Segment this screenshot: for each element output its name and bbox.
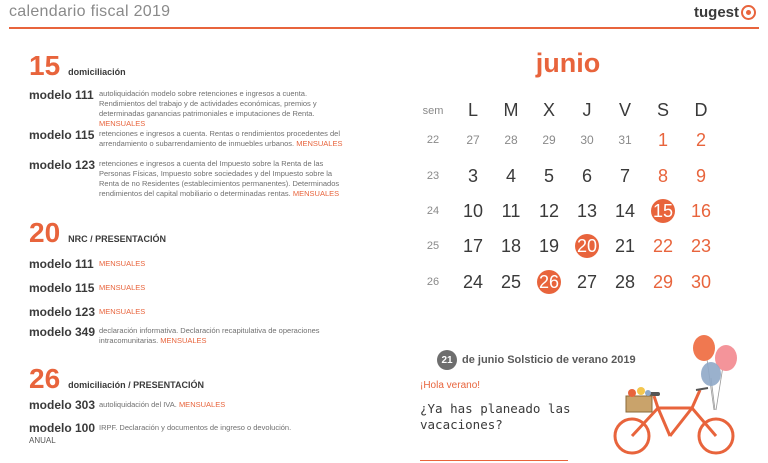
- week-number: 25: [426, 240, 440, 252]
- model-description: [99, 159, 339, 199]
- week-column-header: sem: [422, 105, 444, 117]
- bike-seat-post-icon: [654, 396, 658, 408]
- day-26-heading: [29, 363, 204, 395]
- flower-icon: [628, 389, 636, 397]
- week-number: 24: [426, 205, 440, 217]
- bike-fork-icon: [692, 390, 700, 408]
- calendar-day[interactable]: 17: [462, 236, 484, 256]
- tugest-logo[interactable]: [694, 4, 756, 21]
- periodicity-tag: MENSUALES: [99, 259, 146, 268]
- calendar-day[interactable]: 30: [580, 133, 594, 147]
- day-15-heading: [29, 50, 126, 82]
- calendar-day[interactable]: 28: [614, 272, 636, 292]
- week-number: 26: [426, 276, 440, 288]
- description-line: Renta de no Residentes (establecimientos permanentes). Determinados: [99, 179, 340, 188]
- summer-greeting: ¡Hola verano!: [420, 380, 481, 391]
- calendar-day[interactable]: 28: [504, 133, 518, 147]
- calendar-day[interactable]: 16: [690, 201, 712, 221]
- week-number: 22: [426, 134, 440, 146]
- description-text: rendimientos del capital mobiliario o determinadas rentas.: [99, 189, 291, 198]
- description-line: [99, 189, 339, 199]
- header-title: calendario fiscal 2019: [9, 3, 171, 20]
- bike-frame-icon: [658, 408, 670, 436]
- calendar-day[interactable]: 29: [652, 272, 674, 292]
- week-number: 23: [426, 170, 440, 182]
- logo-text: tugest: [694, 4, 739, 21]
- header-divider: [9, 27, 759, 29]
- description-line: declaración informativa. Declaración recapitulativa de operaciones: [99, 326, 320, 335]
- calendar-day[interactable]: 2: [695, 130, 706, 150]
- periodicity-tag: MENSUALES: [99, 307, 146, 316]
- vacation-question: ¿Ya has planeado las vacaciones?: [420, 401, 571, 432]
- calendar-day[interactable]: 15: [646, 198, 680, 224]
- day-number: 26: [29, 363, 61, 394]
- balloon-orange-icon: [693, 335, 715, 361]
- periodicity-tag: MENSUALES: [99, 283, 146, 292]
- model-name: modelo 123: [29, 305, 96, 319]
- day-label: NRC / PRESENTACIÓN: [68, 234, 166, 244]
- calendar-day[interactable]: 6: [581, 166, 592, 186]
- description-text: arrendamiento o subarrendamiento de inmuebles urbanos.: [99, 139, 295, 148]
- model-description: IRPF. Declaración y documentos de ingreso o devolución.: [99, 423, 292, 432]
- calendar-day[interactable]: 13: [576, 201, 598, 221]
- weekday-header: X: [542, 100, 555, 120]
- calendar-day[interactable]: 20: [570, 233, 604, 259]
- calendar-day[interactable]: 3: [467, 166, 478, 186]
- day-20-heading: [29, 217, 166, 249]
- calendar-day[interactable]: 9: [695, 166, 706, 186]
- periodicity-sub: ANUAL: [29, 436, 56, 445]
- model-description: [99, 326, 320, 346]
- description-line: autoliquidación modelo sobre retenciones e ingresos a cuenta.: [99, 89, 308, 98]
- calendar-day[interactable]: 22: [652, 236, 674, 256]
- calendar-day[interactable]: 30: [690, 272, 712, 292]
- periodicity-tag: MENSUALES: [160, 336, 207, 345]
- bike-handlebar-icon: [696, 388, 708, 390]
- description-line: [99, 336, 320, 346]
- calendar-day[interactable]: 14: [614, 201, 636, 221]
- day-number: 20: [29, 217, 61, 248]
- model-name: modelo 100: [29, 421, 96, 435]
- calendar-day[interactable]: 12: [538, 201, 560, 221]
- model-description: [99, 89, 317, 129]
- description-text: intracomunitarias.: [99, 336, 159, 345]
- balloon-blue-icon: [701, 362, 721, 386]
- calendar-day[interactable]: 5: [543, 166, 554, 186]
- model-name: modelo 349: [29, 325, 96, 339]
- model-name: modelo 123: [29, 158, 96, 172]
- calendar-day[interactable]: 18: [500, 236, 522, 256]
- day-label: domiciliación: [68, 67, 126, 77]
- model-name: modelo 115: [29, 281, 95, 295]
- weekday-header: J: [582, 100, 592, 120]
- calendar-day[interactable]: 29: [542, 133, 556, 147]
- solstice-text: de junio Solsticio de verano 2019: [462, 354, 636, 366]
- weekday-header: S: [656, 100, 669, 120]
- description-line: [99, 139, 342, 149]
- calendar-day[interactable]: 24: [462, 272, 484, 292]
- calendar-day[interactable]: 1: [657, 130, 668, 150]
- weekday-header: M: [503, 100, 519, 120]
- day-number: 15: [29, 50, 61, 81]
- logo-mark-icon: [741, 5, 756, 20]
- description-line: retenciones e ingresos a cuenta del Impuesto sobre la Renta de las: [99, 159, 324, 168]
- description-line: determinadas ganancias patrimoniales e imputaciones de Renta.: [99, 109, 315, 118]
- description-line: Personas Físicas, Impuesto sobre sociedades y del Impuesto sobre la: [99, 169, 333, 178]
- calendar-day[interactable]: 26: [532, 269, 566, 295]
- periodicity-tag: MENSUALES: [178, 400, 226, 409]
- description-text: autoliquidación del IVA.: [99, 400, 177, 409]
- calendar-day[interactable]: 19: [538, 236, 560, 256]
- calendar-month-title: junio: [535, 48, 601, 78]
- calendar-day[interactable]: 31: [618, 133, 632, 147]
- calendar-day[interactable]: 23: [690, 236, 712, 256]
- model-description: [99, 129, 342, 149]
- bike-frame-icon: [670, 408, 692, 436]
- bottom-divider: [420, 460, 568, 461]
- calendar-day[interactable]: 21: [614, 236, 636, 256]
- description-line: Rendimientos del trabajo y de actividades económicas, premios y: [99, 99, 317, 108]
- calendar-day[interactable]: 10: [462, 201, 484, 221]
- flower-icon: [645, 390, 651, 396]
- periodicity-tag: MENSUALES: [292, 189, 340, 198]
- weekday-header: V: [618, 100, 631, 120]
- periodicity-tag: MENSUALES: [99, 119, 146, 128]
- bike-basket-icon: [626, 396, 652, 412]
- day-label: domiciliación / PRESENTACIÓN: [68, 380, 205, 390]
- calendar-day[interactable]: 27: [576, 272, 598, 292]
- weekday-header: D: [694, 100, 708, 120]
- weekday-header: L: [467, 100, 478, 120]
- calendar-day[interactable]: 7: [619, 166, 630, 186]
- model-name: modelo 303: [29, 398, 96, 412]
- calendar-day[interactable]: 25: [500, 272, 522, 292]
- calendar-day[interactable]: 27: [466, 133, 480, 147]
- flower-icon: [637, 387, 645, 395]
- calendar-day[interactable]: 11: [501, 201, 521, 221]
- bicycle-balloons-illustration: [596, 330, 756, 460]
- model-name: modelo 111: [29, 88, 94, 102]
- periodicity-tag: MENSUALES: [296, 139, 343, 148]
- model-name: modelo 111: [29, 257, 94, 271]
- solstice-day-badge: 21: [437, 350, 457, 370]
- calendar-day[interactable]: 8: [657, 166, 668, 186]
- model-name: modelo 115: [29, 128, 95, 142]
- description-line: retenciones e ingresos a cuenta. Rentas o rendimientos procedentes del: [99, 129, 340, 138]
- model-description: [99, 400, 225, 410]
- calendar-day[interactable]: 4: [505, 166, 516, 186]
